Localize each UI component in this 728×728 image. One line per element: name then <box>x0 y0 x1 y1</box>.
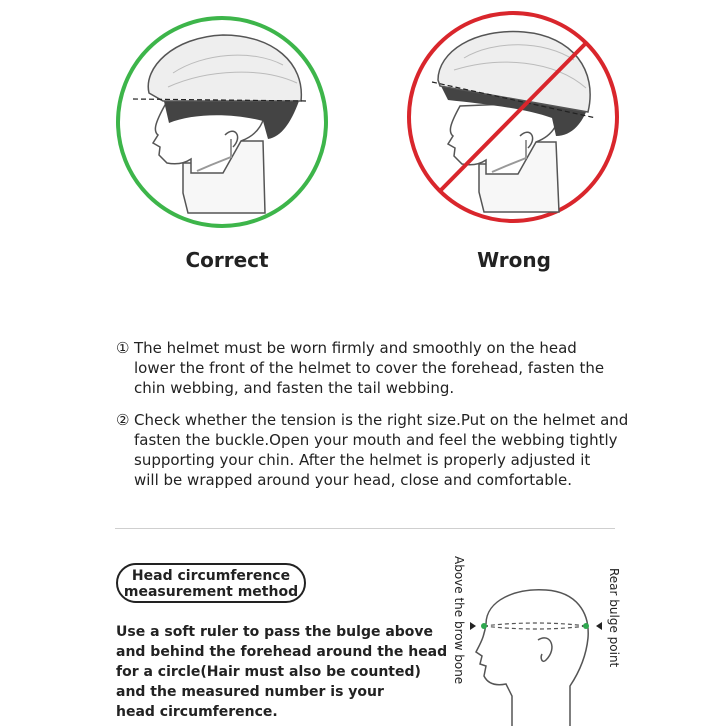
measurement-title-pill: Head circumference measurement method <box>116 563 306 603</box>
instruction-1-marker: ① <box>116 339 130 357</box>
measure-line-front <box>484 623 586 626</box>
ear-outline <box>538 638 552 661</box>
head-measurement-diagram <box>466 578 606 726</box>
head-profile <box>476 590 588 726</box>
instruction-2: ② Check whether the tension is the right size.Put on the helmet and fasten the buckle.Open your mouth and feel the webbing tightly supporting your chin. After the helmet is properly adjusted it will be wrapped around your head, close and comfortable. <box>116 411 629 489</box>
helmet-shell <box>148 35 301 101</box>
brow-bone-label: Above the brow bone <box>452 556 466 685</box>
rear-arrow <box>596 622 602 630</box>
correct-caption: Correct <box>185 248 269 272</box>
rear-bulge-label: Rear bulge point <box>607 568 621 668</box>
rear-point-marker <box>583 623 589 629</box>
measurement-description: Use a soft ruler to pass the bulge above and behind the forehead around the head for a circle(Hair must also be counted) and the measured number is your head circumference. <box>116 624 448 720</box>
wrong-helmet-diagram <box>404 8 622 226</box>
section-divider <box>115 528 615 529</box>
brow-point-marker <box>481 623 487 629</box>
wrong-caption: Wrong <box>477 248 551 272</box>
correct-helmet-diagram <box>113 13 331 231</box>
measure-line-back <box>484 626 586 629</box>
instruction-1: ① The helmet must be worn firmly and smoothly on the head lower the front of the helmet to cover the forehead, fasten the chin webbing, and fasten the tail webbing. <box>116 339 605 397</box>
brow-arrow <box>470 622 476 630</box>
instruction-2-marker: ② <box>116 411 130 429</box>
